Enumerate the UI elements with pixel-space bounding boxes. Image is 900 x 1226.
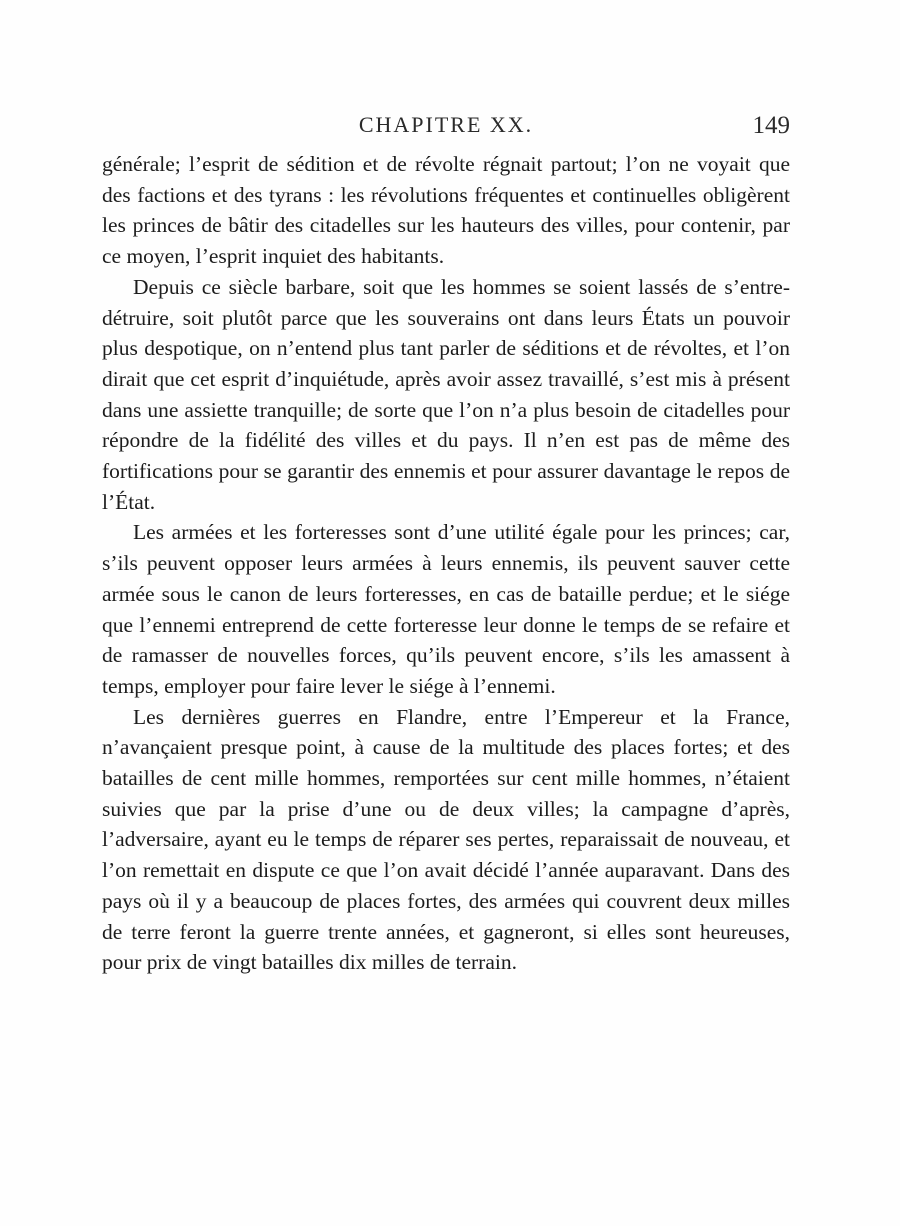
running-head	[102, 112, 790, 146]
paragraph: Les dernières guerres en Flandre, entre l’Empereur et la France, n’avançaient presque point, à cause de la multitude des places fortes; et des batailles de cent mille hommes, remportées sur cent mille hommes, n’étaient suivies que par la prise d’une ou de deux villes; la campagne d’après, l’adversaire, ayant eu le temps de réparer ses pertes, reparaissait de nouveau, et l’on remettait en dispute ce que l’on avait décidé l’année auparavant. Dans des pays où il y a beaucoup de places fortes, des armées qui couvrent deux milles de terre feront la guerre trente années, et gagneront, si elles sont heureuses, pour prix de vingt batailles dix milles de terrain.	[102, 704, 790, 975]
page-number: 149	[752, 112, 790, 139]
paragraph-continued: générale; l’esprit de sédition et de révolte régnait partout; l’on ne voyait que des factions et des tyrans : les révolutions fréquentes et continuelles obligèrent les princes de bâtir des citadelles sur les hauteurs des villes, pour contenir, par ce moyen, l’esprit inquiet des habitants.	[102, 152, 790, 269]
paragraph: Les armées et les forteresses sont d’une utilité égale pour les princes; car, s’ils peuvent opposer leurs armées à leurs ennemis, ils peuvent sauver cette armée sous le canon de leurs forteresses, en cas de bataille perdue; et le siége que l’ennemi entreprend de cette forteresse leur donne le temps de se refaire et de ramasser de nouvelles forces, qu’ils peuvent encore, s’ils les amassent à temps, employer pour faire lever le siége à l’ennemi.	[102, 520, 790, 698]
chapter-title: CHAPITRE XX.	[358, 112, 534, 137]
paragraph: Depuis ce siècle barbare, soit que les hommes se soient lassés de s’entre-détruire, soit plutôt parce que les souverains ont dans leurs États un pouvoir plus despotique, on n’entend plus tant parler de séditions et de révoltes, et l’on dirait que cet esprit d’inquiétude, après avoir assez travaillé, s’est mis à présent dans une assiette tranquille; de sorte que l’on n’a plus besoin de citadelles pour répondre de la fidélité des villes et du pays. Il n’en est pas de même des fortifications pour se garantir des ennemis et pour assurer davantage le repos de l’État.	[102, 274, 790, 514]
body-text	[102, 149, 790, 978]
